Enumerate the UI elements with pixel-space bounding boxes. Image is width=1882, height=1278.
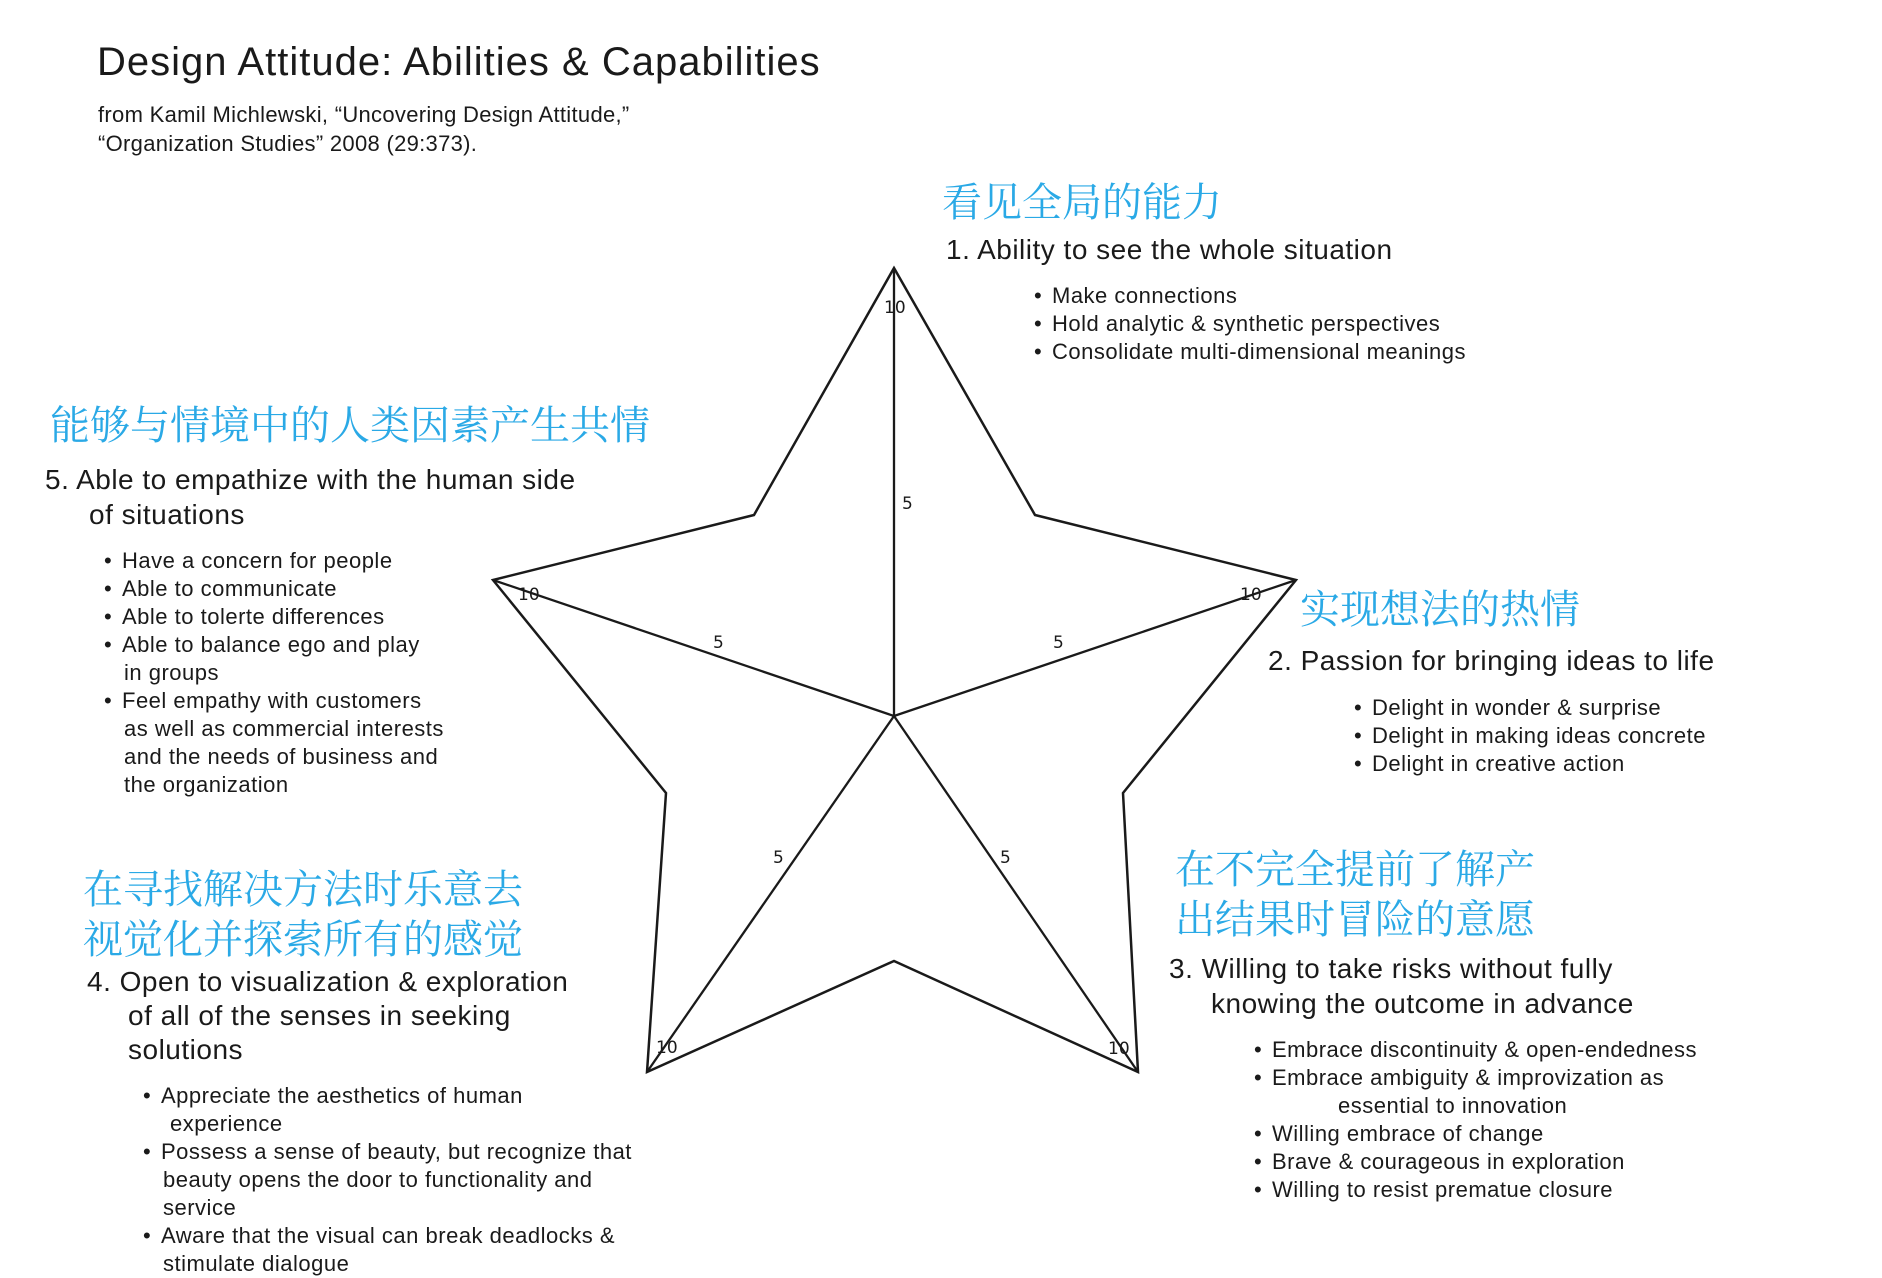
section-3-chinese-heading [1175,845,1535,945]
tick-right-mid: 5 [1053,633,1064,653]
list-item-continuation: beauty opens the door to functionality and [163,1167,593,1192]
tick-left-mid: 5 [713,633,724,653]
section-4-heading [87,965,568,1067]
spoke-bottom-left [647,716,894,1072]
list-item: • Appreciate the aesthetics of human [143,1082,703,1110]
tick-bottom-right-max: 10 [1108,1039,1130,1059]
list-item: • Able to tolerte differences [104,603,504,631]
section-4-chinese-heading [83,865,523,965]
tick-top-max: 10 [884,298,906,318]
list-item: • Delight in making ideas concrete [1354,722,1834,750]
tick-bottom-left-mid: 5 [773,848,784,868]
spoke-bottom-right [894,716,1138,1072]
section-5-chinese-heading: 能够与情境中的人类因素产生共情 [50,403,650,449]
chinese-line: 出结果时冒险的意愿 [1175,897,1535,943]
list-item: • Delight in creative action [1354,750,1834,778]
section-2-heading: 2. Passion for bringing ideas to life [1268,645,1715,676]
list-item: • Able to balance ego and play [104,631,504,659]
source-line: “Organization Studies” 2008 (29:373). [98,131,478,156]
heading-line: of all of the senses in seeking [128,1000,511,1031]
list-item: • Aware that the visual can break deadlocks & [143,1222,703,1250]
list-item-continuation: the organization [124,772,289,797]
list-item: • Make connections [1034,282,1594,310]
list-item-continuation: and the needs of business and [124,744,439,769]
heading-line: knowing the outcome in advance [1211,988,1634,1019]
list-item: • Able to communicate [104,575,504,603]
heading-line: solutions [128,1034,244,1065]
list-item: • Feel empathy with customers [104,687,504,715]
heading-line: 4. Open to visualization & exploration [87,966,569,997]
section-3-bullets [1254,1036,1814,1204]
heading-line: 5. Able to empathize with the human side [45,464,576,495]
chinese-line: 视觉化并探索所有的感觉 [83,917,523,963]
section-1-bullets [1034,282,1594,366]
section-2-bullets [1354,694,1834,778]
page-title: Design Attitude: Abilities & Capabilities [97,40,821,84]
chinese-line: 在不完全提前了解产 [1175,847,1535,893]
list-item: • Possess a sense of beauty, but recognize that [143,1138,703,1166]
list-item: • Consolidate multi-dimensional meanings [1034,338,1594,366]
source-line: from Kamil Michlewski, “Uncovering Design Attitude,” [98,102,630,127]
list-item: • Hold analytic & synthetic perspectives [1034,310,1594,338]
list-item-continuation: service [163,1195,237,1220]
section-2-chinese-heading: 实现想法的热情 [1300,587,1580,633]
section-1-heading: 1. Ability to see the whole situation [946,234,1393,265]
list-item: • Willing embrace of change [1254,1120,1814,1148]
heading-line: 3. Willing to take risks without fully [1169,953,1613,984]
spoke-left [493,580,894,716]
list-item: • Embrace discontinuity & open-endedness [1254,1036,1814,1064]
section-1-chinese-heading: 看见全局的能力 [942,180,1222,226]
section-3-heading [1169,951,1634,1021]
tick-top-mid: 5 [902,494,913,514]
list-item-continuation: as well as commercial interests [124,716,444,741]
spoke-right [894,580,1296,716]
list-item-continuation: stimulate dialogue [163,1251,350,1276]
tick-bottom-right-mid: 5 [1000,848,1011,868]
tick-left-max: 10 [518,585,540,605]
section-5-heading [45,462,576,532]
list-item: • Delight in wonder & surprise [1354,694,1834,722]
list-item: • Have a concern for people [104,547,504,575]
tick-right-max: 10 [1240,585,1262,605]
list-item: • Brave & courageous in exploration [1254,1148,1814,1176]
section-5-bullets [104,547,504,799]
list-item: • Willing to resist prematue closure [1254,1176,1814,1204]
list-item-continuation: essential to innovation [1338,1093,1568,1118]
section-4-bullets [143,1082,703,1278]
tick-bottom-left-max: 10 [656,1038,678,1058]
chinese-line: 在寻找解决方法时乐意去 [83,867,523,913]
list-item: • Embrace ambiguity & improvization as [1254,1064,1814,1092]
heading-line: of situations [89,499,245,530]
list-item-continuation: experience [170,1111,283,1136]
list-item-continuation: in groups [124,660,220,685]
